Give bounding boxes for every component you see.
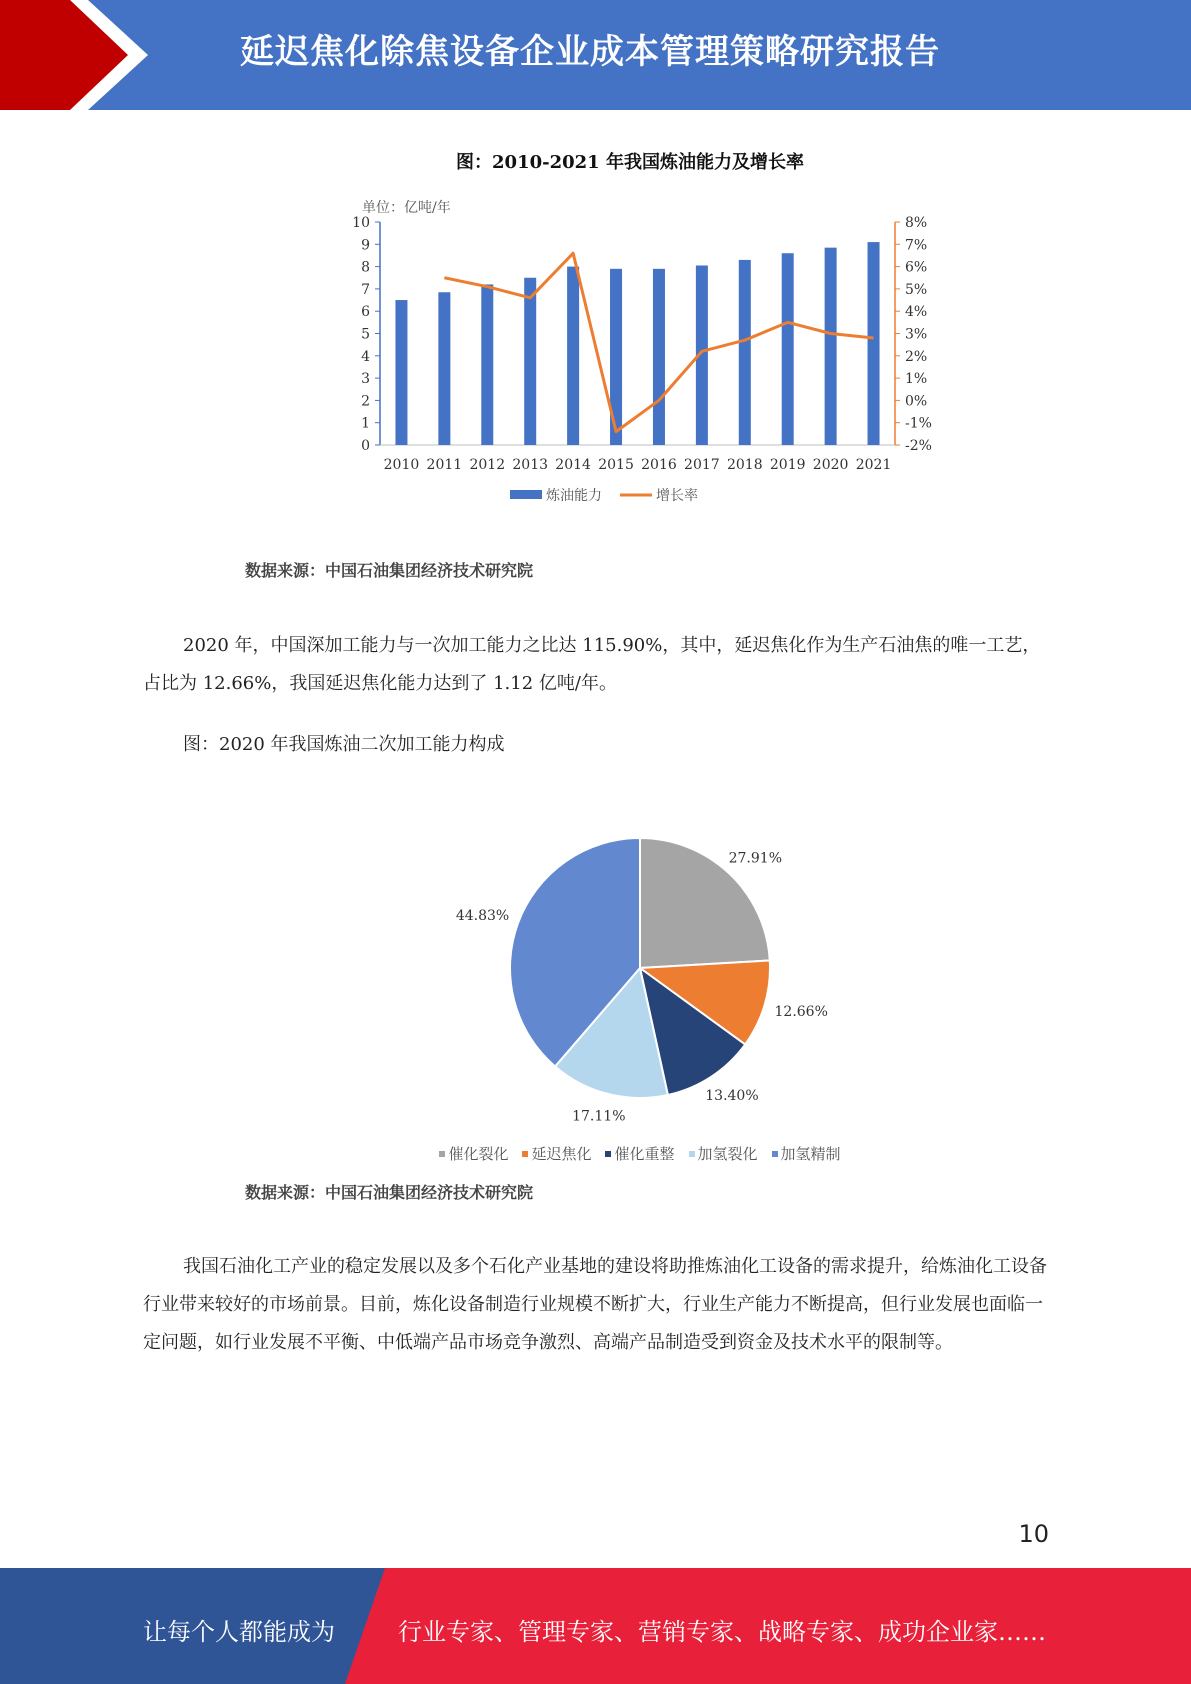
pie-legend-label: 催化重整 [614,1145,675,1163]
x-tick-label: 2011 [426,457,463,473]
paragraph-2: 我国石油化工产业的稳定发展以及多个石化产业基地的建设将助推炼油化工设备的需求提升，给炼油化工设备行业带来较好的市场前景。目前，炼化设备制造行业规模不断扩大，行业生产能力不断提高，但行业发展也面临一定问题，如行业发展不平衡、中低端产品市场竞争激烈、高端产品制造受到资金及技术水平的限制等。 [143,1256,1047,1353]
left-tick-label: 1 [361,415,370,432]
pie-legend-label: 延迟焦化 [531,1145,592,1163]
left-tick-label: 4 [361,348,370,365]
left-tick-label: 2 [361,393,370,410]
left-tick-label: 10 [352,215,370,231]
pie-slice-label: 13.40% [705,1088,759,1105]
bar-capacity [653,269,665,445]
pie-slice-label: 12.66% [774,1003,828,1020]
chart2-caption: 图：2020 年我国炼油二次加工能力构成 [183,734,505,755]
bar-capacity [739,260,751,445]
pie-legend-swatch [772,1151,778,1157]
right-tick-label: 6% [905,259,928,276]
legend-label-capacity: 炼油能力 [546,488,602,504]
page-footer [0,1568,1191,1684]
left-tick-label: 9 [361,237,370,254]
pie-legend-item [439,1143,508,1164]
right-tick-label: 5% [905,281,928,298]
bar-capacity [782,253,794,445]
pie-legend-swatch [605,1151,611,1157]
legend-swatch-capacity [510,490,542,499]
x-tick-label: 2017 [684,457,720,473]
bar-capacity [567,267,579,445]
right-tick-label: 2% [905,348,928,365]
left-tick-label: 6 [361,304,370,321]
x-tick-label: 2010 [383,457,420,473]
pie-plot [380,820,900,1160]
x-tick-label: 2018 [726,457,763,473]
chart2-source: 数据来源：中国石油集团经济技术研究院 [245,1183,534,1202]
chart1-title: 图：2010-2021 年我国炼油能力及增长率 [456,152,804,173]
page-number: 10 [1018,1520,1049,1548]
right-tick-label: -1% [905,415,932,432]
pie-legend-label: 加氢精制 [780,1145,841,1163]
right-tick-label: 7% [905,237,928,254]
x-tick-label: 2015 [598,457,634,473]
bar-capacity [438,292,450,445]
footer-slogan-right: 行业专家、管理专家、营销专家、战略专家、成功企业家…… [398,1618,1046,1646]
legend-label-growth: 增长率 [656,488,698,504]
right-tick-label: 0% [905,393,928,410]
bar-capacity [825,248,837,445]
pie-legend-swatch [522,1151,528,1157]
pie-legend-item [689,1143,758,1164]
refining-capacity-chart [300,140,960,560]
x-tick-label: 2019 [769,457,806,473]
bar-capacity [481,284,493,445]
pie-legend-swatch [439,1151,445,1157]
pie-slice-label: 27.91% [728,850,783,867]
left-tick-label: 7 [361,281,370,298]
left-tick-label: 5 [361,326,370,343]
pie-legend-label: 加氢裂化 [697,1145,758,1163]
right-tick-label: 4% [905,304,928,321]
left-tick-label: 8 [361,259,370,276]
right-tick-label: 1% [905,371,928,388]
footer-slogan-left: 让每个人都能成为 [143,1618,335,1646]
right-tick-label: 8% [905,215,928,231]
pie-legend-item [772,1143,841,1164]
report-title: 延迟焦化除焦设备企业成本管理策略研究报告 [240,32,940,72]
pie-slice-label: 44.83% [455,908,510,925]
x-tick-label: 2013 [512,457,549,473]
pie-legend-label: 催化裂化 [448,1145,509,1163]
bar-capacity [395,300,407,445]
right-tick-label: -2% [905,438,932,454]
right-tick-label: 3% [905,326,928,343]
chart1-unit-label: 单位：亿吨/年 [362,200,451,216]
pie-legend-swatch [689,1151,695,1157]
pie-slice-label: 17.11% [572,1108,626,1125]
x-tick-label: 2020 [812,457,849,473]
left-tick-label: 0 [361,438,370,454]
left-tick-label: 3 [361,371,370,388]
pie-legend-item [605,1143,674,1164]
chart1-source: 数据来源：中国石油集团经济技术研究院 [245,561,534,580]
x-tick-label: 2021 [855,457,892,473]
pie-legend-item [522,1143,591,1164]
bar-capacity [524,278,536,445]
pie-legend [380,1143,900,1164]
chart1-plot [300,140,960,550]
x-tick-label: 2012 [469,457,506,473]
x-tick-label: 2014 [555,457,591,473]
x-tick-label: 2016 [641,457,677,473]
bar-capacity [868,242,880,445]
secondary-processing-pie [380,820,900,1160]
paragraph-1: 2020 年，中国深加工能力与一次加工能力之比达 115.90%，其中，延迟焦化作为生产石油焦的唯一工艺，占比为 12.66%，我国延迟焦化能力达到了 1.12 亿吨/年。 [143,635,1041,694]
page-header [0,0,1191,110]
